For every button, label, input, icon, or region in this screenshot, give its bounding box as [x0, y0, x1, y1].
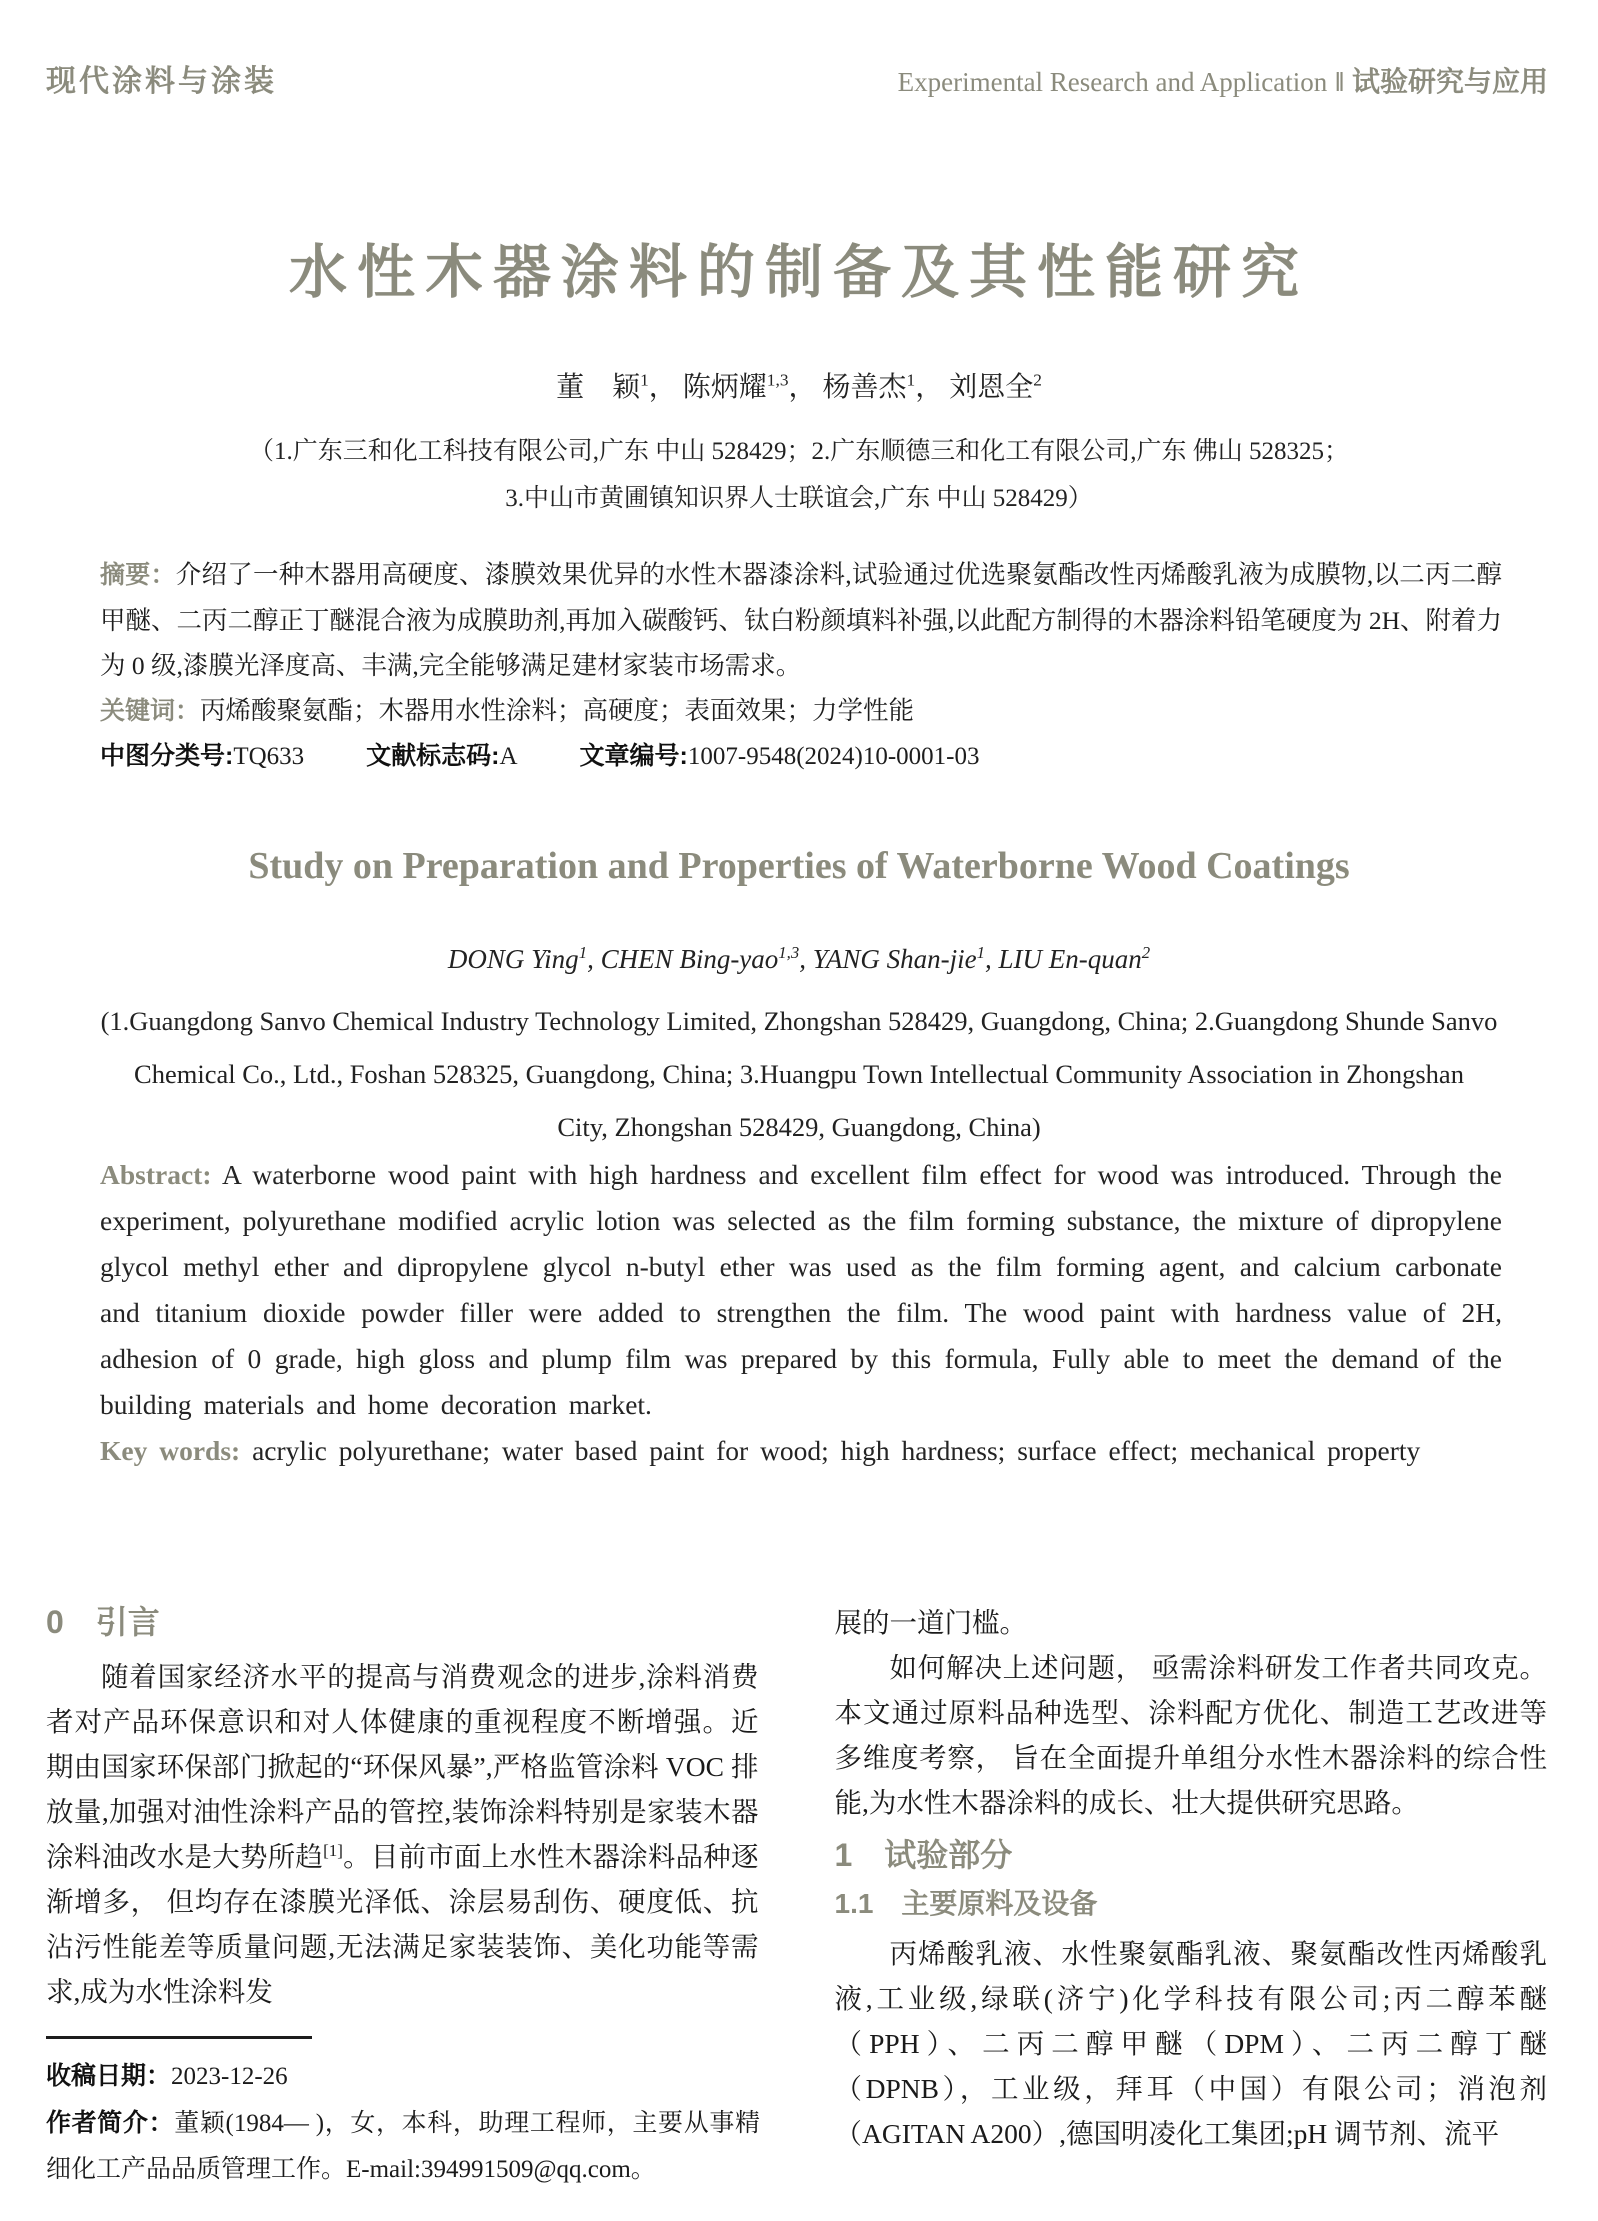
author-affil-sup: 1	[578, 943, 588, 962]
author-affil-sup: 1,3	[778, 943, 800, 962]
author-name-en: DONG Ying	[447, 944, 579, 974]
intro-paragraph-2: 如何解决上述问题， 亟需涂料研发工作者共同攻克。本文通过原料品种选型、涂料配方优化、制造工艺改进等多维度考察， 旨在全面提升单组分水性木器涂料的综合性能,为水性木器涂料的成长、壮大提供研究思路。	[834, 1652, 1547, 1818]
article-title-cn: 水性木器涂料的制备及其性能研究	[288, 240, 1309, 305]
abstract-block-en	[100, 1152, 1502, 1474]
affiliation-line: （1.广东三和化工科技有限公司,广东 中山 528429；2.广东顺德三和化工有限公司,广东 佛山 528325；	[248, 438, 1349, 465]
citation-ref: [1]	[323, 1840, 343, 1860]
column-header	[898, 60, 1548, 100]
abstract-cn	[100, 552, 1502, 688]
author-affil-sup: 2	[1141, 943, 1151, 962]
affiliations-cn	[0, 428, 1598, 522]
author-separator: ，	[915, 372, 944, 403]
author-name: 杨善杰	[822, 372, 907, 403]
journal-name-cn: 现代涂料与涂装	[46, 65, 277, 98]
author-name: 董 颖	[556, 372, 641, 403]
author-affil-sup: 1,3	[766, 370, 789, 390]
document-code: 文献标志码:A	[366, 742, 518, 770]
received-date: 收稿日期：2023-12-26	[46, 2062, 288, 2090]
footnote	[46, 2036, 760, 2193]
author-separator: ,	[587, 944, 601, 974]
page-header	[46, 56, 1548, 100]
intro-paragraph: 随着国家经济水平的提高与消费观念的进步,涂料消费者对产品环保意识和对人体健康的重视程度不断增强。近期由国家环保部门掀起的“环保风暴”,严格监管涂料 VOC 排放量,加强对油性涂料产品的管控,装饰涂料特别是家装木器涂料油改水是大势所趋[1]。目前市面上水性木器涂料品种逐渐增多， 但均存在漆膜光泽低、涂层易刮伤、硬度低、抗沾污性能差等质量问题,无法满足家装装饰、美化功能等需求,成为水性涂料发	[46, 1661, 759, 2007]
affiliation-line: 3.中山市黄圃镇知识界人士联谊会,广东 中山 528429）	[505, 485, 1093, 512]
affiliation-line-en: City, Zhongshan 528429, Guangdong, China)	[557, 1112, 1041, 1142]
materials-paragraph: 丙烯酸乳液、水性聚氨酯乳液、聚氨酯改性丙烯酸乳液,工业级,绿联(济宁)化学科技有限公司;丙二醇苯醚（PPH）、二丙二醇甲醚（DPM）、二丙二醇丁醚（DPNB），工业级，拜耳（中国）有限公司；消泡剂（AGITAN A200）,德国明凌化工集团;pH 调节剂、流平	[834, 1938, 1547, 2149]
author-name-en: YANG Shan-jie	[812, 944, 977, 974]
keywords-cn	[100, 688, 1502, 734]
section-heading-1: 1 试验部分	[834, 1837, 1013, 1873]
authors-en	[0, 938, 1598, 980]
author-separator: ,	[984, 944, 999, 974]
classification-line	[100, 734, 1502, 779]
article-title-en: Study on Preparation and Properties of Waterborne Wood Coatings	[248, 845, 1350, 887]
keywords-text-cn: 丙烯酸聚氨酯；木器用水性涂料；高硬度；表面效果；力学性能	[200, 696, 915, 725]
author-name: 陈炳耀	[682, 372, 767, 403]
author-affil-sup: 1	[976, 943, 985, 962]
author-affil-sup: 2	[1033, 370, 1042, 390]
keywords-label-cn: 关键词：	[100, 697, 201, 725]
author-separator: ,	[799, 944, 813, 974]
keywords-text-en: acrylic polyurethane; water based paint for wood; high hardness; surface effect; mechanical property	[240, 1435, 1421, 1466]
column-separator: ‖	[1335, 67, 1344, 97]
keywords-en	[100, 1428, 1502, 1474]
affiliation-line-en: (1.Guangdong Sanvo Chemical Industry Technology Limited, Zhongshan 528429, Guangdong, China; 2.Guangdong Shunde Sanvo	[100, 1006, 1498, 1036]
column-title-cn: 试验研究与应用	[1351, 66, 1548, 97]
footnote-divider	[46, 2036, 312, 2039]
article-id: 文章编号:1007-9548(2024)10-0001-03	[579, 742, 980, 770]
author-bio: 作者简介：董颖(1984— )，女，本科，助理工程师，主要从事精细化工产品品质管理工作。E-mail:394991509@qq.com。	[46, 2109, 760, 2183]
abstract-text-en: A waterborne wood paint with high hardness and excellent film effect for wood was introduced. Through the experiment, polyurethane modified acrylic lotion was selected as the film forming substance, the mixture of dipropylene glycol methyl ether and dipropylene glycol n-butyl ether was used as the film forming agent, and calcium carbonate and titanium dioxide powder filler were added to strengthen the film. The wood paint with hardness value of 2H, adhesion of 0 grade, high gloss and plump film was prepared by this formula, Fully able to meet the demand of the building materials and home decoration market.	[100, 1159, 1502, 1420]
author-name: 刘恩全	[949, 372, 1034, 403]
column-title-en: Experimental Research and Application	[897, 67, 1328, 97]
intro-paragraph-continuation: 展的一道门槛。	[834, 1607, 1027, 1638]
abstract-block-cn	[100, 552, 1502, 779]
author-affil-sup: 1	[906, 370, 916, 390]
section-heading-0: 0 引言	[46, 1604, 160, 1640]
author-affil-sup: 1	[640, 370, 649, 390]
author-name-en: CHEN Bing-yao	[600, 944, 779, 974]
authors-cn	[0, 368, 1598, 408]
author-separator: ，	[648, 372, 677, 403]
abstract-label-cn: 摘要：	[100, 561, 176, 589]
section-heading-1-1: 1.1 主要原料及设备	[834, 1888, 1098, 1919]
right-column	[835, 1600, 1548, 2156]
affiliation-line-en: Chemical Co., Ltd., Foshan 528325, Guangdong, China; 3.Huangpu Town Intellectual Community Association in Zhongshan	[134, 1059, 1464, 1089]
author-name-en: LIU En-quan	[998, 944, 1142, 974]
keywords-label-en: Key words:	[100, 1435, 241, 1466]
abstract-en	[100, 1152, 1502, 1428]
clc-number: 中图分类号:TQ633	[100, 742, 305, 770]
abstract-text-cn: 介绍了一种木器用高硬度、漆膜效果优异的水性木器漆涂料,试验通过优选聚氨酯改性丙烯酸乳液为成膜物,以二丙二醇甲醚、二丙二醇正丁醚混合液为成膜助剂,再加入碳酸钙、钛白粉颜填料补强,以此配方制得的木器涂料铅笔硬度为 2H、附着力为 0 级,漆膜光泽度高、丰满,完全能够满足建材家装市场需求。	[100, 560, 1502, 680]
affiliations-en	[0, 995, 1598, 1154]
author-separator: ，	[788, 372, 817, 403]
abstract-label-en: Abstract:	[100, 1159, 212, 1190]
